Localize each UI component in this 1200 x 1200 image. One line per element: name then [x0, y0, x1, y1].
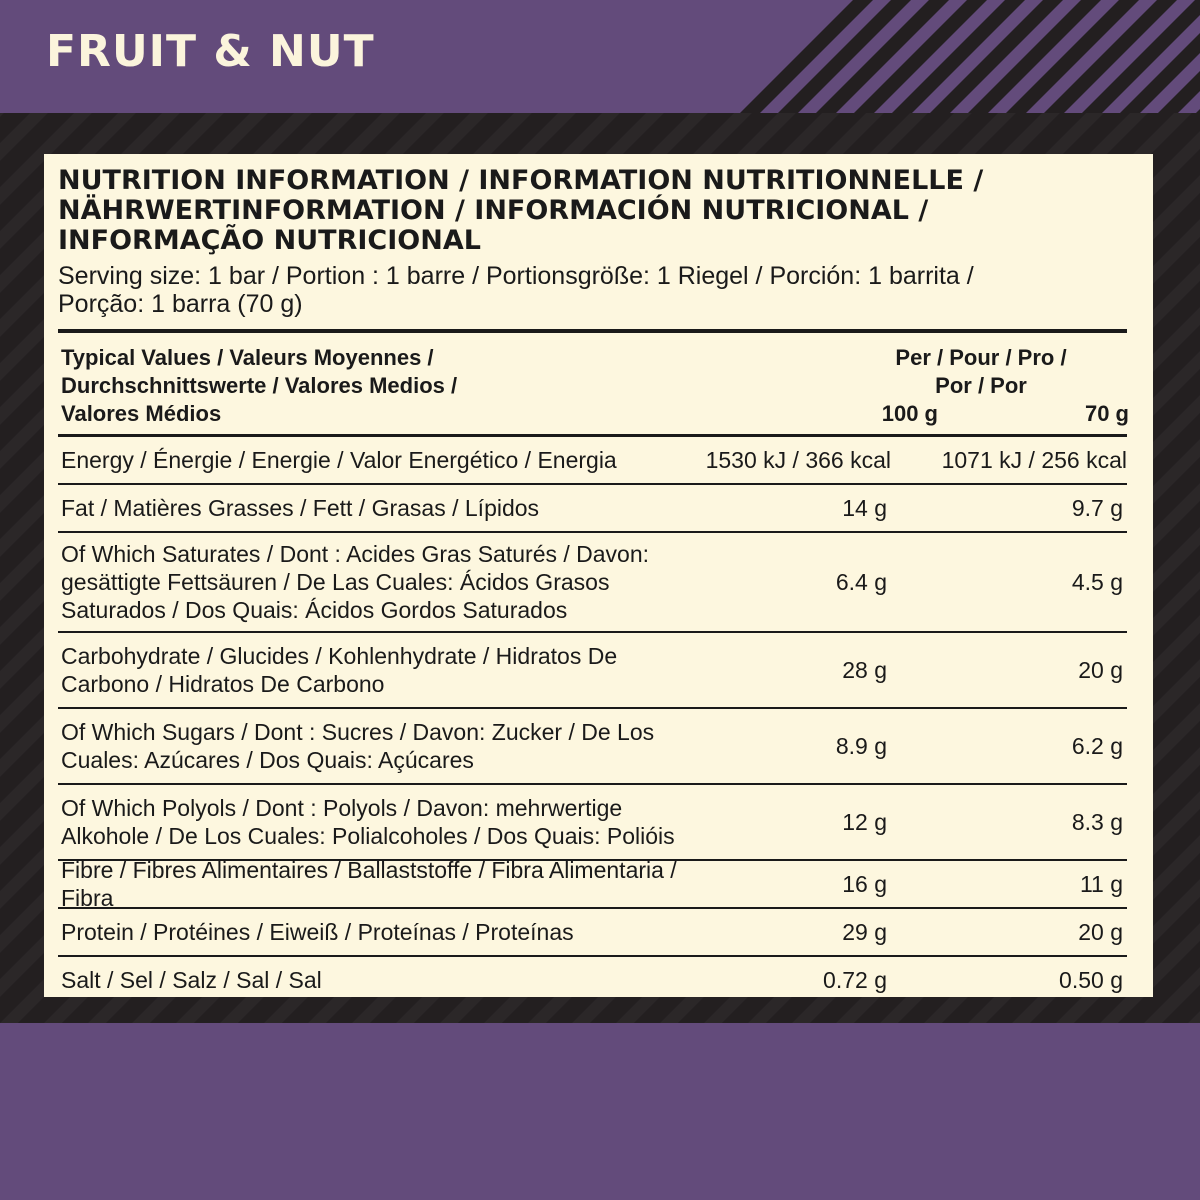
serving-size: [58, 262, 1138, 318]
table-row: [58, 633, 1127, 709]
table-row: [58, 785, 1127, 861]
nutrient-name-line: Energy / Énergie / Energie / Valor Energético / Energia: [61, 447, 617, 473]
divider-thick: [58, 329, 1127, 333]
nutrient-name-line: gesättigte Fettsäuren / De Las Cuales: Ácidos Grasos: [61, 569, 610, 595]
nutrient-name: [58, 642, 687, 698]
nutrient-name-line: Of Which Polyols / Dont : Polyols / Davon: mehrwertige: [61, 795, 623, 821]
value-per-70g: 20 g: [1078, 919, 1123, 945]
nutrient-name-line: Saturados / Dos Quais: Ácidos Gordos Saturados: [61, 597, 568, 623]
nutrient-name: [58, 966, 687, 994]
column-header-100g: 100 g: [881, 401, 938, 426]
value-per-70g: 8.3 g: [1071, 809, 1123, 835]
value-per-100g: 29 g: [842, 919, 887, 945]
value-per-70g: 0.50 g: [1059, 967, 1123, 993]
value-per-100g: 12 g: [842, 809, 887, 835]
nutrient-name: [58, 494, 687, 522]
value-per-100g: 1530 kJ / 366 kcal: [705, 447, 891, 473]
nutrition-heading: [58, 166, 1138, 256]
table-row: [58, 485, 1127, 533]
nutrient-name-line: Fat / Matières Grasses / Fett / Grasas / Lípidos: [61, 495, 540, 521]
nutrient-name: [58, 446, 655, 474]
serving-line: Porção: 1 barra (70 g): [58, 290, 303, 318]
table-header: [58, 342, 1127, 432]
nutrient-name: [58, 718, 687, 774]
per-label-line: Por / Por: [935, 373, 1027, 398]
value-per-70g: 9.7 g: [1071, 495, 1123, 521]
value-per-100g: 28 g: [842, 657, 887, 683]
nutrient-name-line: Carbohydrate / Glucides / Kohlenhydrate / Hidratos De: [61, 643, 618, 669]
value-per-100g: 14 g: [842, 495, 887, 521]
table-row: [58, 957, 1127, 1003]
table-row: [58, 857, 1127, 911]
table-row: [58, 437, 1127, 485]
nutrient-name-line: Salt / Sel / Salz / Sal / Sal: [61, 967, 322, 993]
nutrient-name: [58, 856, 687, 912]
table-row: [58, 533, 1127, 633]
nutrition-rows: [58, 437, 1127, 1003]
table-row: [58, 709, 1127, 785]
stripe: [0, 113, 4, 1023]
nutrient-name-line: Of Which Sugars / Dont : Sucres / Davon: Zucker / De Los: [61, 719, 655, 745]
heading-line: INFORMAÇÃO NUTRICIONAL: [58, 225, 481, 256]
nutrient-name-line: Fibre / Fibres Alimentaires / Ballaststoffe / Fibra Alimentaria / Fibra: [61, 857, 677, 911]
per-label-line: Per / Pour / Pro /: [895, 345, 1067, 370]
table-row: [58, 909, 1127, 957]
header-label-line: Valores Médios: [61, 401, 222, 426]
value-per-70g: 1071 kJ / 256 kcal: [941, 447, 1127, 473]
value-per-100g: 0.72 g: [823, 967, 887, 993]
diagonal-stripes-decoration: [640, 0, 1200, 113]
heading-line: NÄHRWERTINFORMATION / INFORMACIÓN NUTRICIONAL /: [58, 195, 929, 226]
nutrient-name: [58, 918, 687, 946]
nutrient-name-line: Protein / Protéines / Eiweiß / Proteínas / Proteínas: [61, 919, 574, 945]
per-label: [831, 344, 1131, 400]
nutrient-name: [58, 540, 687, 624]
value-per-70g: 20 g: [1078, 657, 1123, 683]
column-header-70g: 70 g: [1084, 401, 1129, 426]
value-per-100g: 16 g: [842, 871, 887, 897]
nutrient-name-line: Carbono / Hidratos De Carbono: [61, 671, 385, 697]
nutrient-name-line: Of Which Saturates / Dont : Acides Gras Saturés / Davon:: [61, 541, 650, 567]
value-per-100g: 8.9 g: [835, 733, 887, 759]
serving-line: Serving size: 1 bar / Portion : 1 barre / Portionsgröße: 1 Riegel / Porción: 1 barrita /: [58, 262, 974, 290]
heading-line: NUTRITION INFORMATION / INFORMATION NUTRITIONNELLE /: [58, 165, 984, 196]
value-per-100g: 6.4 g: [835, 569, 887, 595]
value-per-70g: 4.5 g: [1071, 569, 1123, 595]
nutrient-name: [58, 794, 687, 850]
header-label-line: Typical Values / Valeurs Moyennes /: [61, 345, 434, 370]
nutrient-name-line: Cuales: Azúcares / Dos Quais: Açúcares: [61, 747, 474, 773]
flavor-title: FRUIT & NUT: [46, 26, 375, 77]
nutrition-label-panel: [44, 154, 1153, 997]
header-label-line: Durchschnittswerte / Valores Medios /: [61, 373, 458, 398]
typical-values-label: [61, 344, 621, 428]
nutrient-name-line: Alkohole / De Los Cuales: Polialcoholes / Dos Quais: Polióis: [61, 823, 675, 849]
value-per-70g: 6.2 g: [1071, 733, 1123, 759]
top-band: [0, 0, 1200, 113]
value-per-70g: 11 g: [1079, 871, 1123, 897]
